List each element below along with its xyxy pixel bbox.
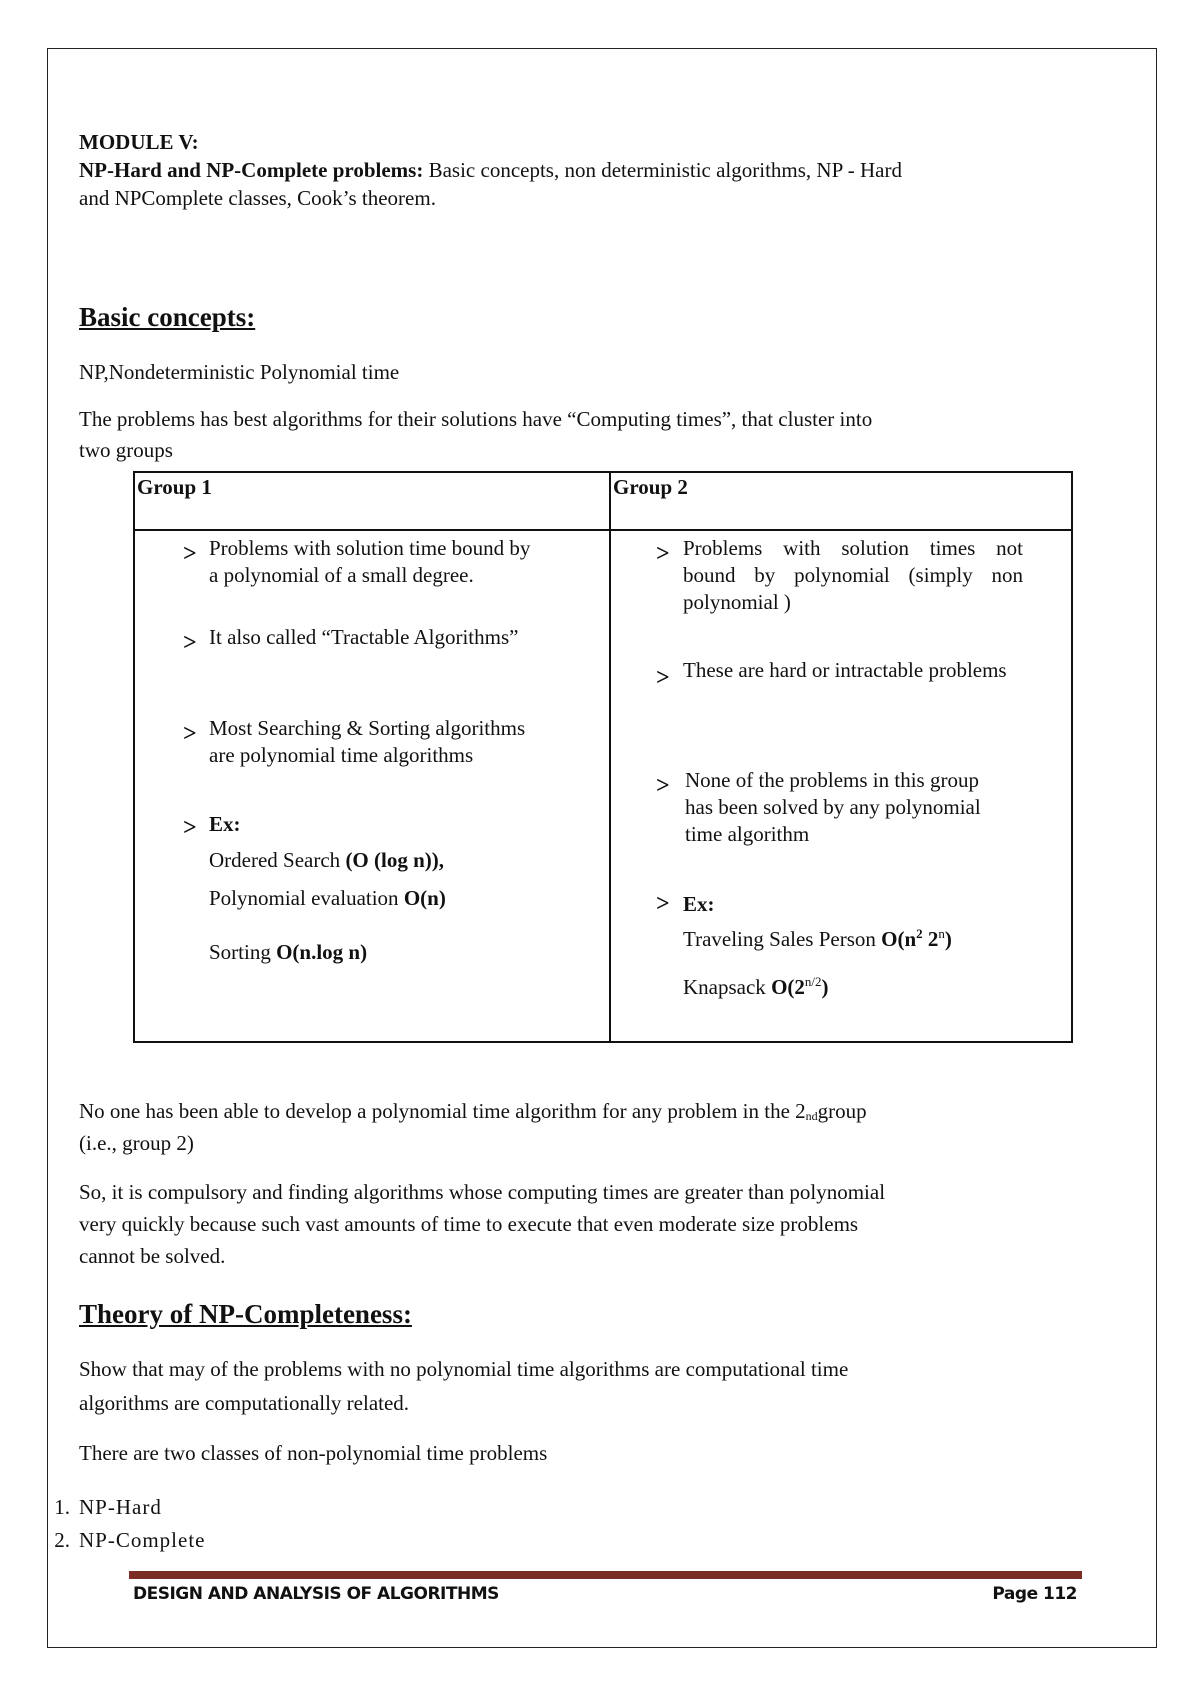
no-one-line1: No one has been able to develop a polynomial time algorithm for any problem in the 2ndgroup [79, 1099, 867, 1123]
np-definition: NP,Nondeterministic Polynomial time [79, 360, 400, 384]
compulsory-line3: cannot be solved. [79, 1244, 226, 1268]
module-topic-rest: Basic concepts, non deterministic algorithms, NP - Hard [423, 158, 902, 182]
bullet-icon: > [183, 815, 197, 841]
g1-item1: Problems with solution time bound by a polynomial of a small degree. [209, 536, 531, 587]
compulsory-line2: very quickly because such vast amounts of time to execute that even moderate size problems [79, 1212, 859, 1236]
list-number: 1. [54, 1495, 70, 1519]
theory-p2: There are two classes of non-polynomial time problems [79, 1441, 548, 1465]
theory-heading: Theory of NP-Completeness: [79, 1299, 412, 1329]
groups-table [133, 471, 1073, 1043]
g2-item1: Problems with solution times not bound by polynomial (simply non [683, 536, 1023, 587]
g2-ex2: Knapsack $O(2^{n/2})$ [683, 974, 829, 999]
bullet-icon: > [183, 630, 197, 656]
list-number: 2. [54, 1528, 70, 1552]
module-topic-line2: and NPComplete classes, Cook’s theorem. [79, 186, 436, 210]
footer-rule [129, 1571, 1082, 1579]
module-topic [79, 156, 902, 184]
bullet-icon: > [183, 541, 197, 567]
g1-ex3: Sorting O(n.log n) [209, 940, 368, 964]
g1-item2: It also called “Tractable Algorithms” [209, 625, 519, 649]
theory-p1-line2: algorithms are computationally related. [79, 1391, 410, 1415]
list-item: NP-Hard [79, 1495, 162, 1519]
g2-item1-line3: polynomial ) [683, 590, 791, 614]
intro-line1: The problems has best algorithms for their solutions have “Computing times”, that cluster into [79, 407, 873, 431]
g2-item3: None of the problems in this group has been solved by any polynomial time algorithm [685, 768, 981, 846]
bullet-icon: > [656, 773, 670, 799]
group1-header: Group 1 [134, 472, 610, 530]
theory-p1-line1: Show that may of the problems with no polynomial time algorithms are computational time [79, 1357, 849, 1381]
footer-page-number: Page 112 [992, 1584, 1077, 1604]
g1-ex1: Ordered Search (O (log n)), [209, 848, 445, 872]
group2-header: Group 2 [610, 472, 1072, 530]
list-item: NP-Complete [79, 1528, 206, 1552]
g2-ex-label: Ex: [683, 892, 715, 916]
g1-item3: Most Searching & Sorting algorithms are polynomial time algorithms [209, 716, 526, 767]
bullet-icon: > [656, 891, 670, 917]
group2-cell [610, 530, 1072, 1042]
g2-ex1: Traveling Sales Person $O(n^2$ 2$^n$) [683, 926, 952, 951]
footer-course: DESIGN AND ANALYSIS OF ALGORITHMS [133, 1584, 499, 1604]
group1-cell [134, 530, 610, 1042]
bullet-icon: > [656, 665, 670, 691]
bullet-icon: > [656, 541, 670, 567]
basic-concepts-heading: Basic concepts: [79, 302, 256, 332]
module-title: MODULE V: [79, 130, 199, 154]
compulsory-line1: So, it is compulsory and finding algorithms whose computing times are greater than polynomial [79, 1180, 886, 1204]
intro-line2: two groups [79, 438, 173, 462]
no-one-line2: (i.e., group 2) [79, 1131, 194, 1155]
g1-ex-label: Ex: [209, 812, 241, 836]
g1-ex2: Polynomial evaluation O(n) [209, 886, 446, 910]
module-topic-bold: NP-Hard and NP-Complete problems: [79, 158, 424, 182]
g2-item2: These are hard or intractable problems [683, 658, 1007, 682]
bullet-icon: > [183, 721, 197, 747]
